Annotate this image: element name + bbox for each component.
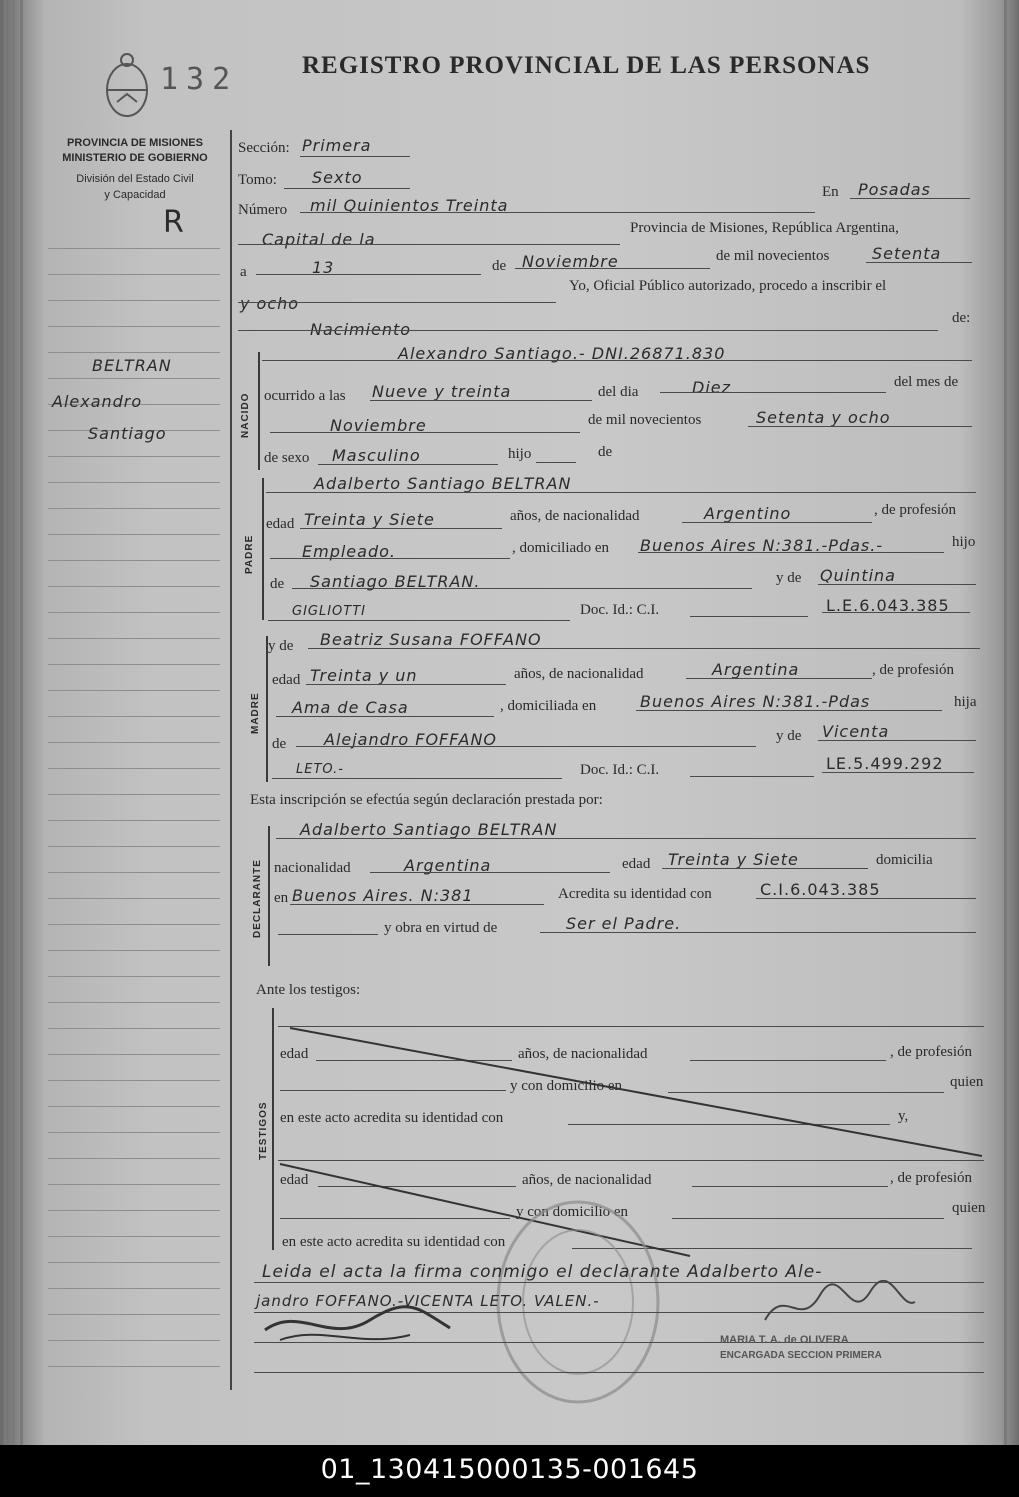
padre-hijo-label: hijo — [952, 534, 976, 550]
madre-doc-blank-line — [690, 776, 814, 777]
margin-rule-line — [48, 690, 220, 691]
margin-rule-line — [48, 950, 220, 951]
declarante-obra-line — [540, 932, 976, 933]
tomo-value: Sexto — [312, 168, 363, 187]
de-label: de — [492, 258, 507, 274]
birth-year-value: Setenta y ocho — [756, 408, 891, 427]
madre-doc-line — [822, 772, 974, 773]
padre-doc-value: L.E.6.043.385 — [826, 596, 950, 615]
declarante-obra-label: y obra en virtud de — [384, 920, 498, 936]
tomo-label: Tomo: — [238, 172, 277, 188]
en-value: Posadas — [858, 180, 931, 199]
year-value-2: y ocho — [240, 294, 300, 313]
declarante-name-line — [276, 838, 976, 839]
hijo-de-label: de — [598, 444, 613, 460]
margin-rule-line — [48, 352, 220, 353]
margin-given-name-1: Alexandro — [52, 392, 143, 411]
margin-rule-line — [48, 560, 220, 561]
del-mes-label: del mes de — [894, 374, 959, 390]
testigo-1-domicilio-label: y con domicilio en — [510, 1078, 623, 1094]
margin-rule-line — [48, 638, 220, 639]
margin-rule-line — [48, 1184, 220, 1185]
margin-rule-line — [48, 664, 220, 665]
nacido-bracket — [258, 352, 260, 470]
sexo-value: Masculino — [332, 446, 421, 465]
sexo-line — [318, 464, 498, 465]
sexo-label: de sexo — [264, 450, 310, 466]
madre-section-label: MADRE — [250, 692, 261, 734]
margin-rule-line — [48, 1106, 220, 1107]
numero-value: mil Quinientos Treinta — [310, 196, 509, 215]
madre-nacionalidad-line — [686, 678, 872, 679]
margin-rule-line — [48, 612, 220, 613]
padre-name: Adalberto Santiago BELTRAN — [314, 474, 572, 493]
madre-nacionalidad-label: años, de nacionalidad — [514, 666, 644, 682]
closing-line-1: Leida el acta la firma conmigo el declarante Adalberto Ale- — [262, 1262, 823, 1282]
margin-surname: BELTRAN — [92, 356, 172, 375]
madre-y-de-label-2: y de — [776, 728, 802, 744]
padre-edad-value: Treinta y Siete — [304, 510, 435, 529]
testigo-2-nacionalidad-label: años, de nacionalidad — [522, 1172, 652, 1188]
declarante-nacionalidad-label: nacionalidad — [274, 860, 351, 876]
margin-rule-line — [48, 300, 220, 301]
madre-edad-label: edad — [272, 672, 301, 688]
hijo-line — [536, 462, 576, 463]
madre-y-de-label: y de — [268, 638, 294, 654]
madre-father-of-line — [296, 746, 756, 747]
declarante-name: Adalberto Santiago BELTRAN — [300, 820, 558, 839]
padre-profesion-label: , de profesión — [874, 502, 957, 518]
padre-father-of-line — [292, 588, 752, 589]
year-text: de mil novecientos — [716, 248, 830, 264]
madre-nacionalidad-value: Argentina — [712, 660, 800, 679]
madre-mother-of: Vicenta — [822, 722, 890, 741]
act-value: Nacimiento — [310, 320, 412, 339]
padre-doc-line — [822, 612, 970, 613]
stamp-role: ENCARGADA SECCION PRIMERA — [720, 1350, 882, 1361]
day-line — [256, 274, 481, 275]
nacido-name-line — [262, 360, 972, 361]
padre-nacionalidad-line — [682, 522, 872, 523]
numero-label: Número — [238, 202, 288, 218]
declarante-edad-value: Treinta y Siete — [668, 850, 799, 869]
madre-hija-label: hija — [954, 694, 977, 710]
madre-mother-of-line — [818, 740, 976, 741]
declarante-en-label: en — [274, 890, 289, 906]
year2-line — [238, 302, 556, 303]
closing-line-4-rule — [254, 1372, 984, 1373]
margin-rule-line — [48, 586, 220, 587]
hijo-label: hijo — [508, 446, 532, 462]
margin-rule-line — [48, 248, 220, 249]
testigo-2-quien-label: quien — [952, 1200, 986, 1216]
madre-domicilio-value: Buenos Aires N:381.-Pdas — [640, 692, 871, 711]
testigo-2-edad-label: edad — [280, 1172, 309, 1188]
month-line — [515, 268, 710, 269]
en-label: En — [822, 184, 839, 200]
madre-bracket — [266, 636, 268, 782]
padre-domicilio-value: Buenos Aires N:381.-Pdas.- — [640, 536, 884, 555]
testigos-section-label: TESTIGOS — [258, 1101, 269, 1160]
birth-month-value: Noviembre — [330, 416, 427, 435]
madre-domicilio-line — [636, 710, 942, 711]
margin-rule-line — [48, 1080, 220, 1081]
a-label: a — [240, 264, 247, 280]
padre-doc-blank-line — [690, 616, 808, 617]
margin-given-name-2: Santiago — [88, 424, 167, 443]
padre-name-line — [266, 492, 976, 493]
madre-father-of: Alejandro FOFFANO — [324, 730, 498, 749]
image-id-footer: 01_130415000135-001645 — [0, 1445, 1019, 1497]
padre-edad-line — [300, 528, 502, 529]
padre-section-label: PADRE — [244, 534, 255, 574]
nacido-section-label: NACIDO — [240, 392, 251, 438]
declarante-acredita-value: C.I.6.043.385 — [760, 880, 881, 899]
madre-doc-value: LE.5.499.292 — [826, 754, 944, 773]
madre-mother-of-2: LETO.- — [296, 762, 344, 777]
padre-domicilio-label: , domiciliado en — [512, 540, 610, 556]
page-title: REGISTRO PROVINCIAL DE LAS PERSONAS — [302, 52, 871, 79]
margin-rule-line — [48, 742, 220, 743]
margin-rule-line — [48, 872, 220, 873]
testigos-intro: Ante los testigos: — [256, 982, 361, 998]
tomo-line — [284, 188, 410, 189]
padre-bracket — [262, 478, 264, 620]
act-line — [238, 330, 938, 331]
padre-y-de-label: y de — [776, 570, 802, 586]
numero-line — [300, 212, 815, 213]
declarante-intro: Esta inscripción se efectúa según declaración prestada por: — [250, 792, 603, 808]
birth-year-line — [748, 426, 972, 427]
madre-doc-label: Doc. Id.: C.I. — [580, 762, 660, 778]
page-stack-edge — [12, 0, 15, 1445]
page-stack-edge — [4, 0, 7, 1445]
margin-rule-line — [48, 1028, 220, 1029]
declarante-nacionalidad-value: Argentina — [404, 856, 492, 875]
padre-nacionalidad-label: años, de nacionalidad — [510, 508, 640, 524]
madre-profesion-line — [276, 716, 494, 717]
margin-rule-line — [48, 716, 220, 717]
birth-month-line — [270, 432, 580, 433]
margin-rule-line — [48, 898, 220, 899]
margin-rule-line — [48, 976, 220, 977]
city-line — [238, 244, 620, 245]
margin-rule-line — [48, 794, 220, 795]
officer-text: Yo, Oficial Público autorizado, procedo a inscribir el — [569, 278, 887, 294]
declarante-domicilia-label: domicilia — [876, 852, 933, 868]
margin-rule-line — [48, 274, 220, 275]
madre-de-label: de — [272, 736, 287, 752]
seccion-line — [300, 156, 410, 157]
margin-rule-line — [48, 1132, 220, 1133]
madre-profesion-value: Ama de Casa — [292, 698, 409, 717]
margin-rule-line — [48, 534, 220, 535]
margin-rule-line — [48, 326, 220, 327]
testigo-2-domicilio-label: y con domicilio en — [516, 1204, 629, 1220]
hour-value: Nueve y treinta — [372, 382, 512, 401]
de-colon-label: de: — [952, 310, 971, 326]
margin-rule-line — [48, 768, 220, 769]
official-signature-icon — [760, 1280, 920, 1340]
madre-name-line — [308, 648, 980, 649]
en-line — [850, 198, 970, 199]
margin-rule-line — [48, 1002, 220, 1003]
seccion-label: Sección: — [238, 140, 290, 156]
testigo-2-profesion-label: , de profesión — [890, 1170, 973, 1186]
madre-profesion-label: , de profesión — [872, 662, 955, 678]
padre-father-of: Santiago BELTRAN. — [310, 572, 481, 591]
margin-rule-line — [48, 508, 220, 509]
division-label: División del Estado Civil — [76, 173, 194, 185]
registry-month-value: Noviembre — [522, 252, 619, 271]
madre-mother-of-2-line — [272, 778, 562, 779]
padre-domicilio-line — [638, 552, 944, 553]
capacity-label: y Capacidad — [104, 189, 166, 201]
testigo-1-edad-label: edad — [280, 1046, 309, 1062]
madre-domicilio-label: , domiciliada en — [500, 698, 597, 714]
margin-rule-line — [48, 378, 220, 379]
year-line — [866, 262, 972, 263]
padre-profesion-line — [270, 558, 510, 559]
registry-day-value: 13 — [312, 258, 335, 277]
declarante-domicilio-value: Buenos Aires. N:381 — [292, 886, 474, 905]
declarante-acredita-label: Acredita su identidad con — [558, 886, 712, 902]
declarante-acredita-line — [756, 898, 976, 899]
province-text: Provincia de Misiones, República Argentina, — [630, 220, 899, 236]
margin-rule-line — [48, 482, 220, 483]
nacido-name: Alexandro Santiago.- DNI.26871.830 — [398, 344, 726, 363]
declarant-signature-icon — [260, 1300, 460, 1350]
closing-line-2: jandro FOFFANO.-VICENTA LETO. VALEN.- — [256, 1292, 600, 1310]
padre-mother-of-line — [818, 584, 976, 585]
margin-rule-line — [48, 1340, 220, 1341]
margin-rule-line — [48, 1158, 220, 1159]
declarante-obra-blank-line — [278, 934, 378, 935]
margin-rule-line — [48, 1210, 220, 1211]
stamp-name: MARIA T. A. de OLIVERA — [720, 1334, 849, 1346]
declarante-bracket — [268, 826, 270, 966]
padre-doc-label: Doc. Id.: C.I. — [580, 602, 660, 618]
birth-year-text: de mil novecientos — [588, 412, 702, 428]
testigo-1-acredita-label: en este acto acredita su identidad con — [280, 1110, 504, 1126]
margin-rule-line — [48, 820, 220, 821]
city-value: Capital de la — [262, 230, 376, 249]
birth-day-value: Diez — [692, 378, 732, 397]
testigo-1-profesion-label: , de profesión — [890, 1044, 973, 1060]
declarante-domicilio-line — [290, 904, 544, 905]
testigo-2-acredita-label: en este acto acredita su identidad con — [282, 1234, 506, 1250]
margin-rule-line — [48, 1236, 220, 1237]
margin-rule-line — [48, 456, 220, 457]
del-dia-label: del dia — [598, 384, 639, 400]
padre-mother-of-2: GIGLIOTTI — [292, 604, 367, 619]
declarante-nacionalidad-line — [370, 872, 610, 873]
hour-line — [370, 400, 592, 401]
madre-name: Beatriz Susana FOFFANO — [320, 630, 542, 649]
column-divider — [230, 130, 232, 1390]
declarante-obra-value: Ser el Padre. — [566, 914, 682, 933]
testigo-1-y-label: y, — [898, 1108, 909, 1124]
province-label: PROVINCIA DE MISIONES — [67, 137, 203, 149]
margin-rule-line — [48, 1366, 220, 1367]
folio-number: 132 — [160, 62, 239, 97]
declarante-edad-line — [662, 868, 868, 869]
margin-rule-line — [48, 1288, 220, 1289]
page-stack-edge — [1004, 0, 1007, 1445]
margin-rule-line — [48, 924, 220, 925]
margin-rule-line — [48, 1314, 220, 1315]
page-stack-edge — [20, 0, 23, 1445]
ministry-label: MINISTERIO DE GOBIERNO — [62, 152, 208, 164]
margin-rule-line — [48, 1262, 220, 1263]
margin-rule-line — [48, 846, 220, 847]
margin-rule-line — [48, 1054, 220, 1055]
ocurrido-label: ocurrido a las — [264, 388, 346, 404]
padre-profesion-value: Empleado. — [302, 542, 396, 561]
initial-mark: R — [163, 205, 185, 240]
madre-edad-value: Treinta y un — [310, 666, 418, 685]
padre-de-label: de — [270, 576, 285, 592]
padre-nacionalidad-value: Argentino — [704, 504, 792, 523]
coat-of-arms-icon — [100, 50, 154, 122]
declarante-edad-label: edad — [622, 856, 651, 872]
declarante-section-label: DECLARANTE — [252, 859, 263, 938]
testigo-1-nacionalidad-label: años, de nacionalidad — [518, 1046, 648, 1062]
birth-day-line — [660, 392, 886, 393]
padre-mother-of-2-line — [268, 620, 570, 621]
year-value: Setenta — [872, 244, 942, 263]
madre-edad-line — [306, 684, 506, 685]
testigo-1-quien-label: quien — [950, 1074, 984, 1090]
padre-mother-of: Quintina — [820, 566, 896, 585]
seccion-value: Primera — [302, 136, 372, 155]
padre-edad-label: edad — [266, 516, 295, 532]
